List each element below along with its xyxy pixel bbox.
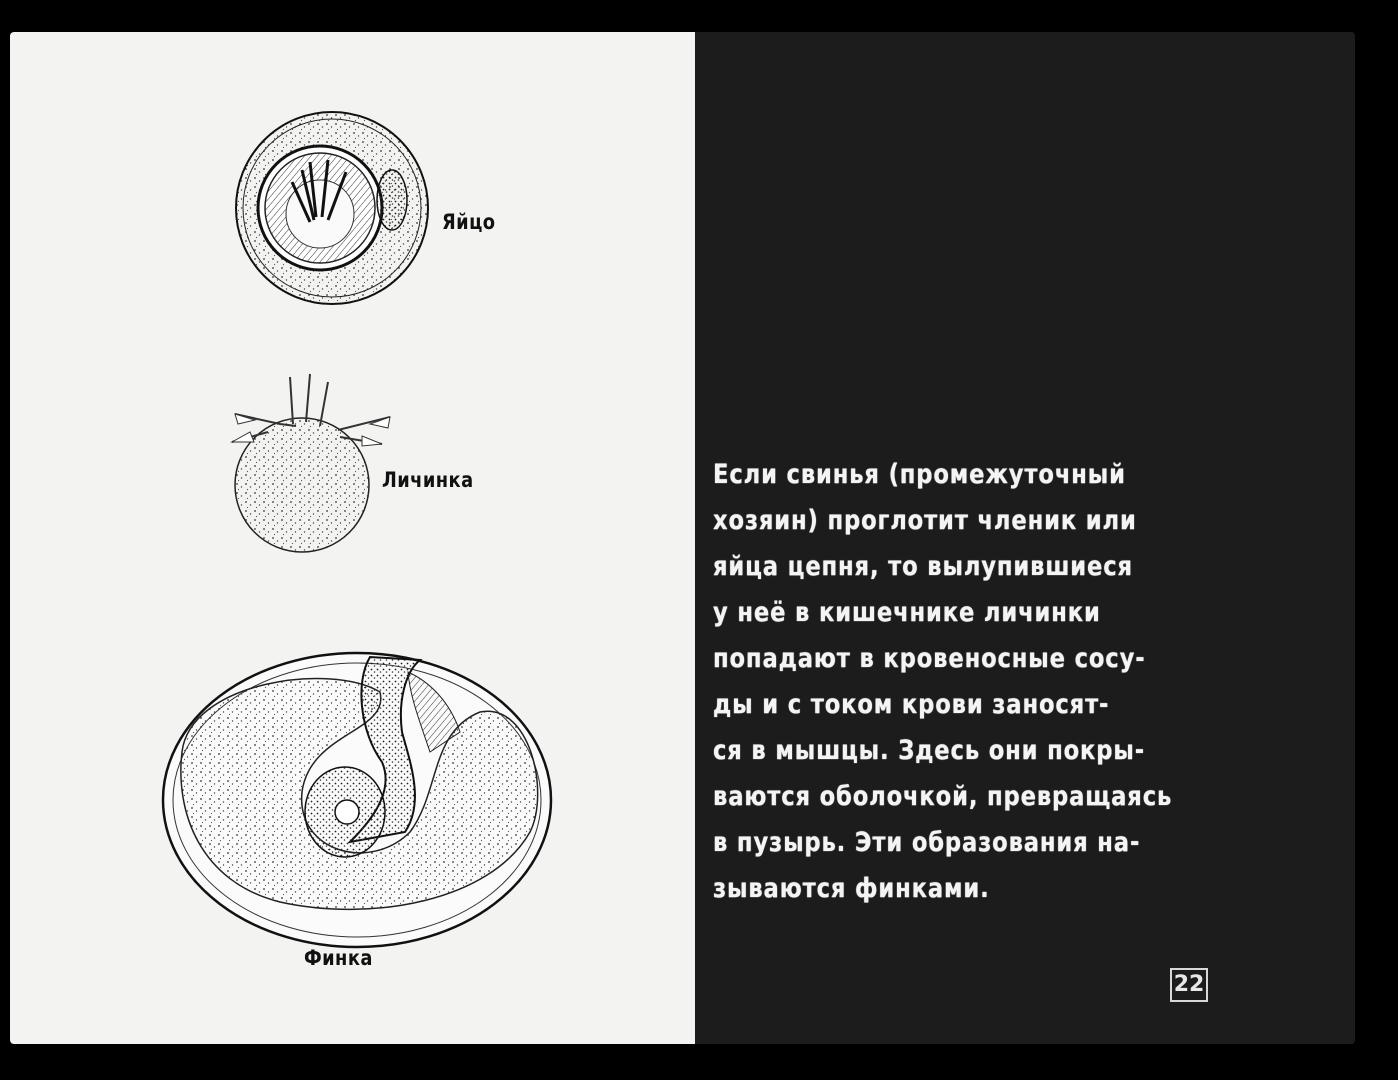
caption-line: зываются финками.	[713, 873, 990, 904]
cysticercus-drawing	[163, 653, 551, 947]
cysticercus-label: Финка	[304, 946, 373, 970]
page-number: 22	[1170, 968, 1208, 1002]
caption-line: хозяин) проглотит членик или	[713, 505, 1137, 536]
caption-line: Если свинья (промежуточный	[713, 459, 1126, 490]
caption-line: ся в мышцы. Здесь они покры-	[713, 735, 1145, 766]
egg-drawing	[236, 112, 428, 304]
caption-line: ваются оболочкой, превращаясь	[713, 781, 1173, 812]
caption-line: ды и с током крови заносят-	[713, 689, 1110, 720]
illustration-panel	[10, 32, 695, 1044]
larva-label: Личинка	[382, 468, 474, 492]
caption-line: попадают в кровеносные сосу-	[713, 643, 1146, 674]
caption-text	[713, 452, 1273, 912]
larva-drawing	[232, 374, 390, 552]
illustration-svg	[10, 32, 695, 1044]
caption-line: яйца цепня, то вылупившиеся	[713, 551, 1133, 582]
caption-line: у неё в кишечнике личинки	[713, 597, 1101, 628]
caption-line: в пузырь. Эти образования на-	[713, 827, 1141, 858]
egg-label: Яйцо	[442, 210, 496, 234]
